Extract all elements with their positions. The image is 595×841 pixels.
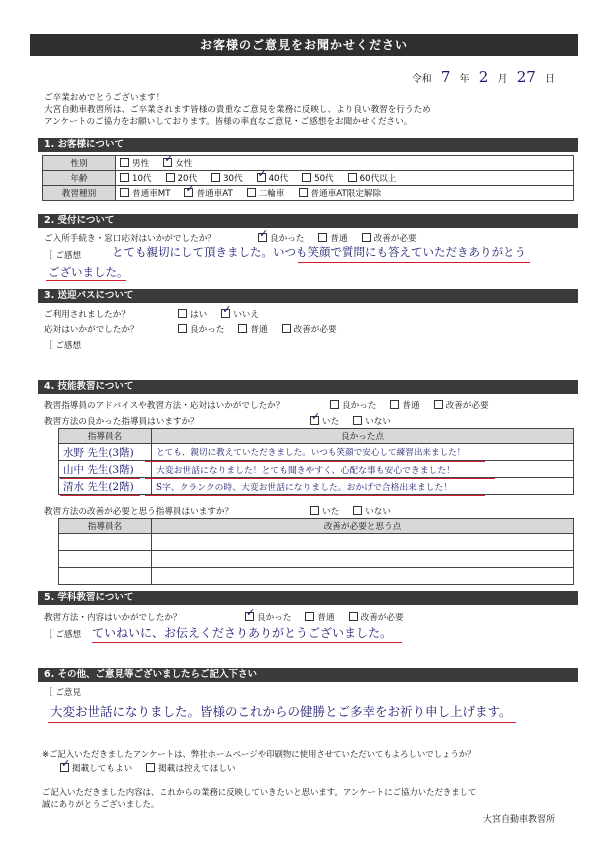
checkbox-option[interactable] <box>349 611 404 623</box>
checkbox-option[interactable] <box>60 762 132 774</box>
section-2-header: 2. 受付について <box>38 214 578 228</box>
checkbox-label: 40代 <box>268 174 289 184</box>
checkbox-checked[interactable] <box>245 612 254 621</box>
checkbox-option[interactable] <box>302 172 334 184</box>
checkbox-label: いない <box>365 507 391 517</box>
empty-cell[interactable] <box>59 534 152 551</box>
checkbox-label: 良かった <box>342 401 377 411</box>
reception-options <box>258 232 431 244</box>
checkbox-label: 普通車AT限定解除 <box>310 189 382 199</box>
empty-cell[interactable] <box>152 534 574 551</box>
empty-cell[interactable] <box>59 551 152 568</box>
checkbox-option[interactable] <box>178 308 207 320</box>
thanks-line: 誠にありがとうございました。 <box>42 799 160 809</box>
underline <box>298 262 530 263</box>
checkbox-label: 普通 <box>330 234 348 244</box>
checkbox-label: 普通 <box>317 613 335 623</box>
checkbox[interactable] <box>166 173 175 182</box>
checkbox[interactable] <box>348 173 357 182</box>
underline <box>92 642 402 643</box>
checkbox-label: いた <box>322 417 340 427</box>
checkbox-label: 30代 <box>223 174 243 184</box>
checkbox-option[interactable] <box>163 157 192 169</box>
checkbox-option[interactable] <box>390 399 419 411</box>
checkbox-checked[interactable] <box>184 188 193 197</box>
instructor-name[interactable]: 水野 先生(3階) <box>59 444 152 461</box>
checkbox-label: 60代以上 <box>359 174 397 184</box>
checkbox-checked[interactable] <box>257 173 266 182</box>
instructor-name[interactable]: 清水 先生(2階) <box>59 478 152 495</box>
checkbox[interactable] <box>349 612 358 621</box>
good-instructor-options <box>310 415 405 427</box>
checkbox[interactable] <box>318 233 327 242</box>
checkbox-checked[interactable] <box>310 416 319 425</box>
col-improve-points: 改善が必要と思う点 <box>152 519 574 534</box>
course-label: 教習種別 <box>43 186 116 201</box>
checkbox-label: 改善が必要 <box>373 234 417 244</box>
checkbox-option[interactable] <box>310 415 339 427</box>
customer-info-table <box>42 155 574 201</box>
date-month-unit: 月 <box>497 74 508 85</box>
checkbox-label: 良かった <box>257 613 292 623</box>
checkbox-option[interactable] <box>353 415 391 427</box>
checkbox-label: はい <box>190 310 208 320</box>
checkbox[interactable] <box>282 324 291 333</box>
reception-impression-label: ［ ご感想 <box>44 251 82 261</box>
checkbox-label: 普通 <box>402 401 420 411</box>
checkbox[interactable] <box>353 506 362 515</box>
age-label: 年齢 <box>43 171 116 186</box>
reception-question: ご入所手続き・窓口応対はいかがでしたか？ <box>44 234 216 244</box>
checkbox[interactable] <box>120 158 129 167</box>
checkbox[interactable] <box>247 188 256 197</box>
publish-consent-options <box>60 762 250 774</box>
checkbox-label: 50代 <box>314 174 334 184</box>
date-line <box>412 68 555 86</box>
checkbox-checked[interactable] <box>60 763 69 772</box>
improve-instructor-table <box>58 518 574 585</box>
checkbox-checked[interactable] <box>221 309 230 318</box>
checkbox[interactable] <box>353 416 362 425</box>
gender-options <box>116 156 574 171</box>
checkbox-option[interactable] <box>221 308 259 320</box>
checkbox-label: 改善が必要 <box>445 401 489 411</box>
checkbox-label: 男性 <box>132 159 150 169</box>
improve-instructor-question: 教習方法の改善が必要と思う指導員はいますか？ <box>44 507 234 517</box>
good-point[interactable]: とても、親切に教えていただきました。いつも笑顔で安心して練習出来ました！ <box>152 444 574 461</box>
checkbox-label: 20代 <box>177 174 198 184</box>
checkbox-option[interactable] <box>353 505 391 517</box>
checkbox-option[interactable] <box>282 323 337 335</box>
checkbox-label: 普通車MT <box>132 189 171 199</box>
checkbox[interactable] <box>390 400 399 409</box>
intro-line: 大宮自動車教習所は、ご卒業されます皆様の貴重なご意見を業務に反映し、より良い教習を行うため <box>44 105 431 115</box>
checkbox-option[interactable] <box>318 232 347 244</box>
empty-cell[interactable] <box>59 568 152 585</box>
checkbox[interactable] <box>178 309 187 318</box>
checkbox[interactable] <box>146 763 155 772</box>
checkbox-option[interactable] <box>299 187 382 199</box>
reception-comment-line1[interactable]: とても親切にして頂きました。いつも笑顔で質問にも答えていただきありがとう <box>112 245 526 259</box>
bus-impression-label: ［ ご感想 <box>44 341 82 351</box>
reception-comment-line2[interactable]: ございました。 <box>48 265 129 279</box>
good-instructor-question: 教習方法の良かった指導員はいますか？ <box>44 417 199 427</box>
checkbox-label: 掲載してもよい <box>72 764 133 774</box>
checkbox-option[interactable] <box>211 172 243 184</box>
checkbox-label: 二輪車 <box>258 189 285 199</box>
checkbox-option[interactable] <box>238 323 267 335</box>
checkbox-option[interactable] <box>258 232 304 244</box>
checkbox[interactable] <box>120 188 129 197</box>
checkbox-option[interactable] <box>310 505 339 517</box>
checkbox-label: 普通 <box>250 325 268 335</box>
checkbox-checked[interactable] <box>258 233 267 242</box>
date-era: 令和 <box>411 74 432 85</box>
checkbox[interactable] <box>305 612 314 621</box>
checkbox[interactable] <box>302 173 311 182</box>
date-day-unit: 日 <box>545 74 555 85</box>
lecture-comment[interactable]: ていねいに、お伝えくださりありがとうございました。 <box>92 626 393 640</box>
improve-instructor-options <box>310 505 405 517</box>
checkbox[interactable] <box>178 324 187 333</box>
school-name: 大宮自動車教習所 <box>482 815 555 825</box>
date-year-unit: 年 <box>459 74 470 85</box>
checkbox-label: 普通車AT <box>196 189 233 199</box>
skill-options <box>330 399 503 411</box>
checkbox-label: 改善が必要 <box>293 325 337 335</box>
intro-text <box>44 92 431 128</box>
checkbox[interactable] <box>211 173 220 182</box>
bus-service-options <box>178 323 351 335</box>
checkbox-label: 10代 <box>132 174 152 184</box>
checkbox-option[interactable] <box>245 611 291 623</box>
checkbox-option[interactable] <box>348 172 397 184</box>
date-day[interactable]: 27 <box>516 68 536 86</box>
checkbox-label: いた <box>322 507 340 517</box>
underline <box>145 478 495 479</box>
checkbox-label: いいえ <box>233 310 259 320</box>
section-3-header: 3. 送迎バスについて <box>38 289 578 303</box>
underline <box>60 478 140 479</box>
checkbox-option[interactable] <box>305 611 334 623</box>
section-4-header: 4. 技能教習について <box>38 380 578 394</box>
checkbox[interactable] <box>362 233 371 242</box>
bus-used-question: ご利用されましたか？ <box>44 310 130 320</box>
checkbox-option[interactable] <box>362 232 417 244</box>
underline <box>46 280 126 281</box>
underline <box>48 722 516 723</box>
checkbox-option[interactable] <box>184 187 232 199</box>
skill-question: 教習指導員のアドバイスや教習方法・応対はいかがでしたか？ <box>44 401 285 411</box>
section-1-header: 1. お客様について <box>38 138 578 152</box>
thanks-line: ご記入いただきました内容は、これからの業務に反映していきたいと思います。アンケートにご協力いただきまして <box>42 787 477 797</box>
checkbox[interactable] <box>434 400 443 409</box>
underline <box>145 461 485 462</box>
checkbox-option[interactable] <box>120 157 149 169</box>
intro-line: アンケートのご協力をお願いしております。皆様の率直なご意見・ご感想をお聞かせください。 <box>44 117 413 127</box>
empty-cell[interactable] <box>152 551 574 568</box>
checkbox-label: いない <box>365 417 391 427</box>
course-options <box>116 186 574 201</box>
checkbox[interactable] <box>310 506 319 515</box>
lecture-options <box>245 611 418 623</box>
lecture-question: 教習方法・内容はいかがでしたか？ <box>44 613 182 623</box>
checkbox[interactable] <box>120 173 129 182</box>
section-6-header: 6. その他、ご意見等ございましたらご記入下さい <box>38 668 578 682</box>
checkbox[interactable] <box>299 188 308 197</box>
opinion-comment[interactable]: 大変お世話になりました。皆様のこれからの健勝とご多幸をお祈り申し上げます。 <box>50 704 512 719</box>
checkbox[interactable] <box>238 324 247 333</box>
lecture-impression-label: ［ ご感想 <box>44 630 82 640</box>
checkbox-option[interactable] <box>247 187 285 199</box>
underline <box>145 495 485 496</box>
col-good-points: 良かった点 <box>152 429 574 444</box>
good-point[interactable]: 大変お世話になりました！とても聞きやすく、心配な事も安心できました！ <box>152 461 574 478</box>
checkbox[interactable] <box>330 400 339 409</box>
checkbox-option[interactable] <box>146 762 235 774</box>
intro-line: ご卒業おめでとうございます！ <box>44 93 165 103</box>
page-title: お客様のご意見をお聞かせください <box>30 34 578 56</box>
publish-consent-question: ※ご記入いただきましたアンケートは、弊社ホームページや印刷物に使用させていただいてもよろしいでしょうか？ <box>42 749 476 759</box>
checkbox-label: 良かった <box>190 325 225 335</box>
checkbox-option[interactable] <box>120 187 170 199</box>
bus-used-options <box>178 308 273 320</box>
checkbox-option[interactable] <box>178 323 224 335</box>
date-year[interactable]: 7 <box>440 68 451 86</box>
underline <box>60 495 140 496</box>
bus-service-question: 応対はいかがでしたか？ <box>44 325 139 335</box>
date-month[interactable]: 2 <box>478 68 489 86</box>
checkbox-option[interactable] <box>330 399 376 411</box>
checkbox-checked[interactable] <box>163 158 172 167</box>
checkbox-label: 改善が必要 <box>360 613 404 623</box>
checkbox-label: 掲載は控えてほしい <box>158 764 236 774</box>
checkbox-option[interactable] <box>120 172 152 184</box>
checkbox-label: 女性 <box>175 159 193 169</box>
checkbox-option[interactable] <box>434 399 489 411</box>
age-options <box>116 171 574 186</box>
instructor-name[interactable]: 山中 先生(3階) <box>59 461 152 478</box>
opinion-label: ［ ご意見 <box>44 688 82 698</box>
checkbox-label: 良かった <box>270 234 305 244</box>
good-point[interactable]: S字、クランクの時、大変お世話になりました。おかげで合格出来ました！ <box>152 478 574 495</box>
gender-label: 性別 <box>43 156 116 171</box>
col-instructor: 指導員名 <box>59 429 152 444</box>
checkbox-option[interactable] <box>257 172 289 184</box>
col-instructor: 指導員名 <box>59 519 152 534</box>
empty-cell[interactable] <box>152 568 574 585</box>
section-5-header: 5. 学科教習について <box>38 591 578 605</box>
